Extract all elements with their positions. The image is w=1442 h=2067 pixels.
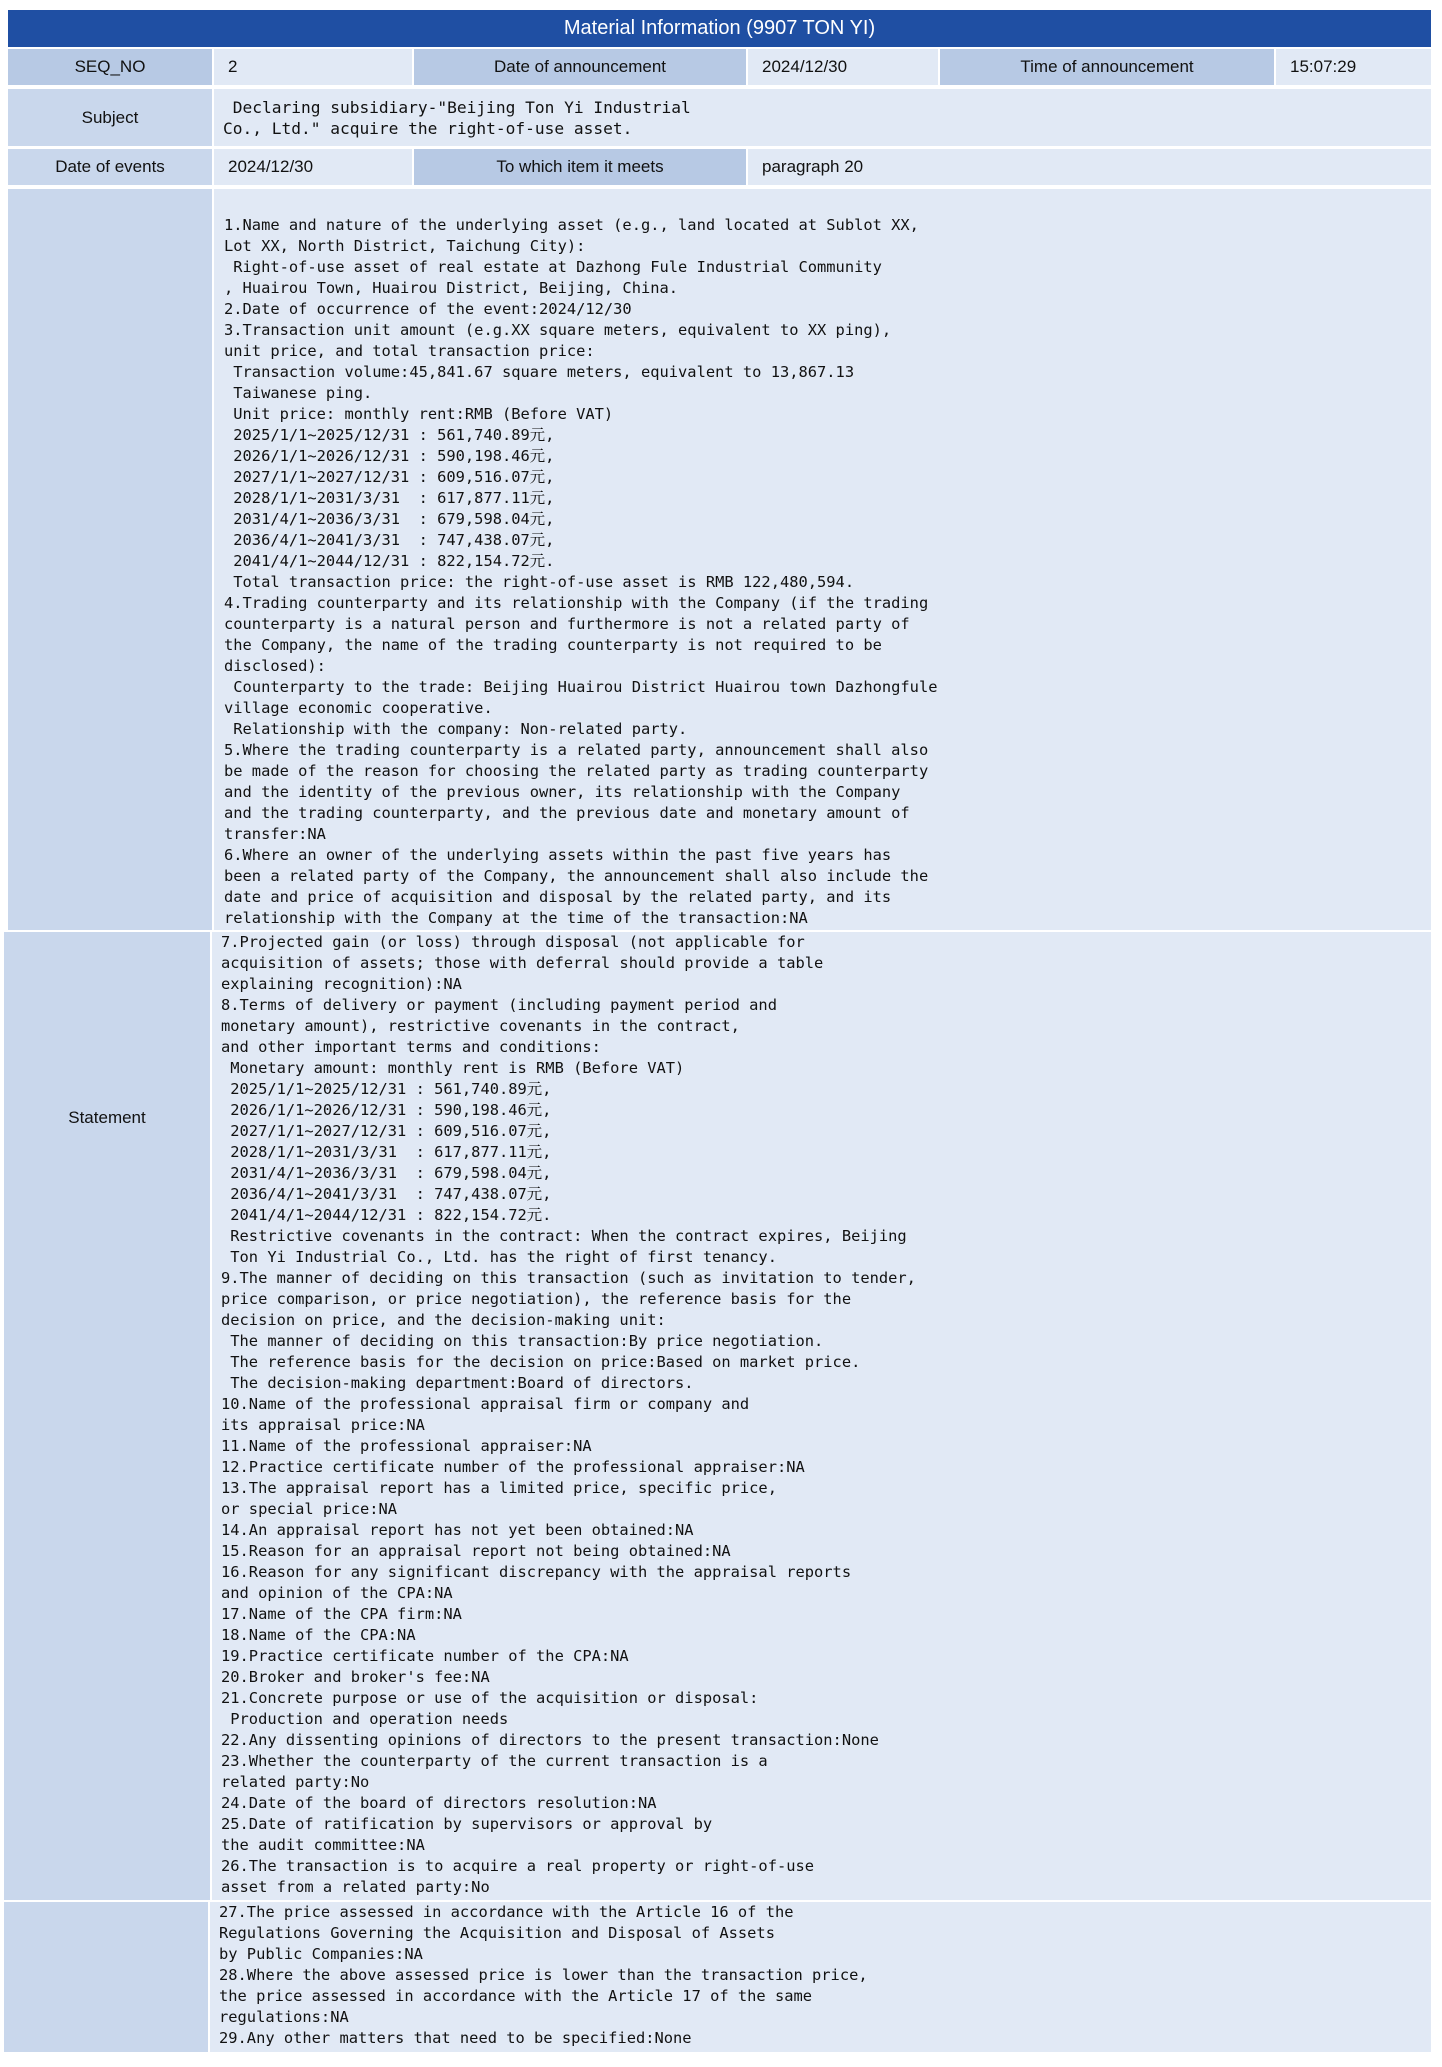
announcement-time-value: 15:07:29 [1276, 49, 1431, 85]
statement-text-part-3: 27.The price assessed in accordance with the Article 16 of the Regulations Governing the Acquisition and Disposal of Assets by Public Companies:NA 28.Where the above assessed price is lower than the transaction price, the price assessed in accordance with the Article 17 of the same regulations:NA 29.Any other matters that need to be specified:None [219, 1903, 868, 2047]
event-date-label: Date of events [8, 149, 212, 185]
statement-text-part-1: 1.Name and nature of the underlying asset (e.g., land located at Sublot XX, Lot XX, North District, Taichung City): Right-of-use asset of real estate at Dazhong Fule Industrial Community , Huairou Town, Huairou District, Beijing, China. 2.Date of occurrence of the event:2024/12/30 3.Transaction unit amount (e.g.XX square meters, equivalent to XX ping), unit price, and total transaction price: Transaction volume:45,841.67 square meters, equivalent to 13,867.13 Taiwanese ping. Unit price: monthly rent:RMB (Before VAT) 2025/1/1~2025/12/31 : 561,740.89元, 2026/1/1~2026/12/31 : 590,198.46元, 2027/1/1~2027/12/31 : 609,516.07元, 2028/1/1~2031/3/31 : 617,877.11元, 2031/4/1~2036/3/31 : 679,598.04元, 2036/4/1~2041/3/31 : 747,438.07元, 2041/4/1~2044/12/31 : 822,154.72元. Total transaction price: the right-of-use asset is RMB 122,480,594. 4.Trading counterparty and its relationship with the Company (if the trading counterparty is a natural person and furthermore is not a related party of the Company, the name of the trading counterparty is not required to be disclosed): Counterparty to the trade: Beijing Huairou District Huairou town Dazhongfule village economic cooperative. Relationship with the company: Non-related party. 5.Where the trading counterparty is a related party, announcement shall also be made of the reason for choosing the related party as trading counterparty and the identity of the previous owner, its relationship with the Company and the trading counterparty, and the previous date and monetary amount of transfer:NA 6.Where an owner of the underlying assets within the past five years has been a related party of the Company, the announcement shall also include the date and price of acquisition and disposal by the related party, and its relationship with the Company at the time of the transaction:NA [224, 216, 938, 927]
statement-label-bg-middle [4, 932, 210, 1900]
statement-label: Statement [68, 1108, 146, 1127]
subject-label: Subject [8, 89, 212, 146]
statement-label-bg-top [8, 189, 212, 930]
subject-value: Declaring subsidiary-"Beijing Ton Yi Industrial Co., Ltd." acquire the right-of-use asset. [214, 89, 1431, 146]
statement-part-2 [212, 932, 1431, 1900]
applicable-item-value: paragraph 20 [748, 149, 1431, 185]
seq-no-value: 2 [214, 49, 412, 85]
statement-label-bg-bottom [4, 1902, 208, 2052]
statement-part-3 [210, 1902, 1431, 2052]
event-date-value: 2024/12/30 [214, 149, 412, 185]
applicable-item-label: To which item it meets [414, 149, 746, 185]
announcement-date-label: Date of announcement [414, 49, 746, 85]
statement-part-1 [214, 189, 1431, 930]
page-title: Material Information (9907 TON YI) [8, 10, 1431, 47]
seq-no-label: SEQ_NO [8, 49, 212, 85]
announcement-date-value: 2024/12/30 [748, 49, 938, 85]
statement-text-part-2: 7.Projected gain (or loss) through disposal (not applicable for acquisition of assets; those with deferral should provide a table explaining recognition):NA 8.Terms of delivery or payment (including payment period and monetary amount), restrictive covenants in the contract, and other important terms and conditions: Monetary amount: monthly rent is RMB (Before VAT) 2025/1/1~2025/12/31 : 561,740.89元, 2026/1/1~2026/12/31 : 590,198.46元, 2027/1/1~2027/12/31 : 609,516.07元, 2028/1/1~2031/3/31 : 617,877.11元, 2031/4/1~2036/3/31 : 679,598.04元, 2036/4/1~2041/3/31 : 747,438.07元, 2041/4/1~2044/12/31 : 822,154.72元. Restrictive covenants in the contract: When the contract expires, Beijing Ton Yi Industrial Co., Ltd. has the right of first tenancy. 9.The manner of deciding on this transaction (such as invitation to tender, price comparison, or price negotiation), the reference basis for the decision on price, and the decision-making unit: The manner of deciding on this transaction:By price negotiation. The reference basis for the decision on price:Based on market price. The decision-making department:Board of directors. 10.Name of the professional appraisal firm or company and its appraisal price:NA 11.Name of the professional appraiser:NA 12.Practice certificate number of the professional appraiser:NA 13.The appraisal report has a limited price, specific price, or special price:NA 14.An appraisal report has not yet been obtained:NA 15.Reason for an appraisal report not being obtained:NA 16.Reason for any significant discrepancy with the appraisal reports and opinion of the CPA:NA 17.Name of the CPA firm:NA 18.Name of the CPA:NA 19.Practice certificate number of the CPA:NA 20.Broker and broker's fee:NA 21.Concrete purpose or use of the acquisition or disposal: Production and operation needs 22.Any dissenting opinions of directors to the present transaction:None 23.Whether the counterparty of the current transaction is a related party:No 24.Date of the board of directors resolution:NA 25.Date of ratification by supervisors or approval by the audit committee:NA 26.The transaction is to acquire a real property or right-of-use asset from a related party:No [221, 933, 916, 1896]
announcement-time-label: Time of announcement [940, 49, 1274, 85]
